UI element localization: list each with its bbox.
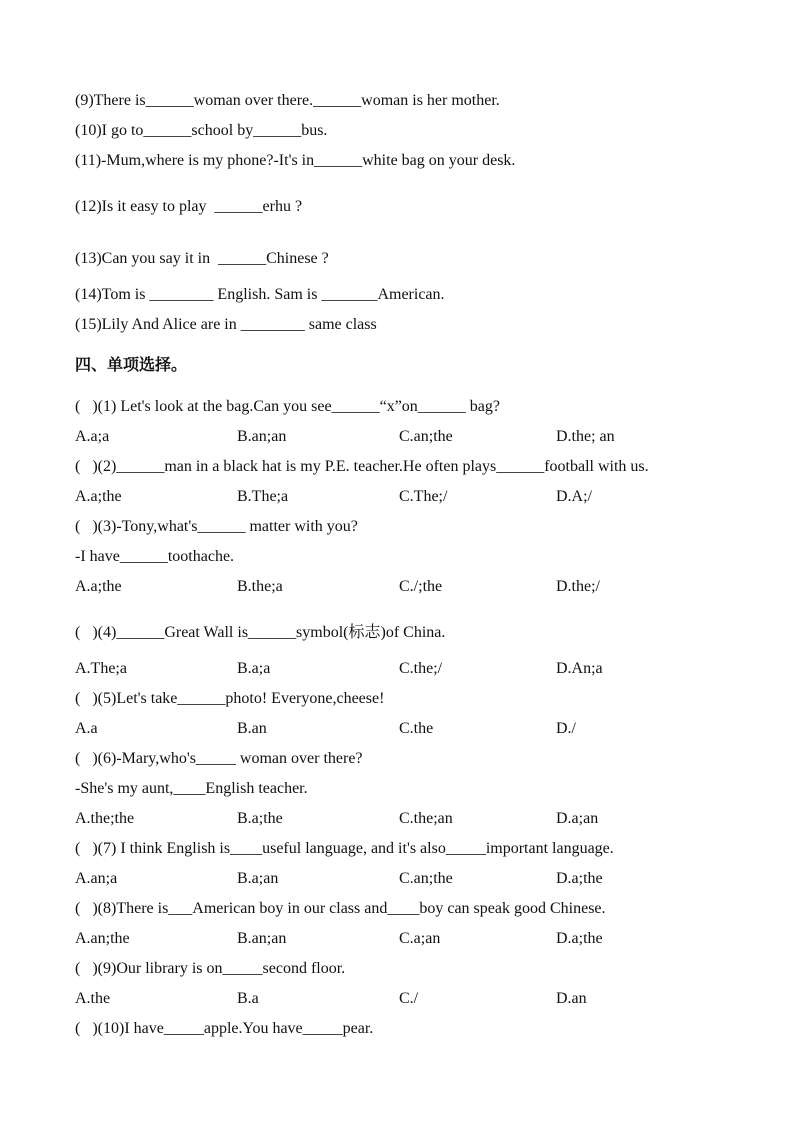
mc-options-8 [75,924,765,954]
mc-option-8-b: B.an;an [237,930,287,947]
fill-blank-item-11: (11)-Mum,where is my phone?-It's in______white bag on your desk. [75,152,516,169]
mc-option-3-a: A.a;the [75,578,122,595]
mc-option-6-d: D.a;an [556,810,599,827]
mc-option-7-d: D.a;the [556,870,603,887]
mc-options-5 [75,714,765,744]
mc-option-9-d: D.an [556,990,587,1007]
mc-option-8-c: C.a;an [399,930,441,947]
mc-question-9: ( )(9)Our library is on_____second floor. [75,960,346,977]
fill-blank-item-15: (15)Lily And Alice are in ________ same class [75,316,377,333]
mc-option-3-d: D.the;/ [556,578,600,595]
mc-option-4-b: B.a;a [237,660,271,677]
mc-question-8: ( )(8)There is___American boy in our class and____boy can speak good Chinese. [75,900,606,917]
mc-options-4 [75,654,765,684]
mc-options-9 [75,984,765,1014]
mc-options-6 [75,804,765,834]
mc-option-3-c: C./;the [399,578,443,595]
mc-option-6-c: C.the;an [399,810,453,827]
mc-option-2-c: C.The;/ [399,488,448,505]
mc-options-3 [75,572,765,602]
mc-option-5-b: B.an [237,720,267,737]
mc-option-7-c: C.an;the [399,870,453,887]
fill-blank-item-10: (10)I go to______school by______bus. [75,122,328,139]
mc-option-2-b: B.The;a [237,488,289,505]
fill-blank-item-12: (12)Is it easy to play ______erhu ? [75,198,303,215]
mc-question-1: ( )(1) Let's look at the bag.Can you see______“x”on______ bag? [75,398,500,415]
mc-option-8-d: D.a;the [556,930,603,947]
mc-option-4-c: C.the;/ [399,660,443,677]
fill-blank-item-13: (13)Can you say it in ______Chinese ? [75,250,329,267]
mc-option-1-a: A.a;a [75,428,110,445]
mc-option-2-d: D.A;/ [556,488,592,505]
mc-question-10: ( )(10)I have_____apple.You have_____pear. [75,1020,374,1037]
mc-option-1-b: B.an;an [237,428,287,445]
mc-option-1-c: C.an;the [399,428,453,445]
mc-question-4: ( )(4)______Great Wall is______symbol(标志)of China. [75,624,446,641]
mc-option-9-a: A.the [75,990,111,1007]
mc-option-1-d: D.the; an [556,428,615,445]
mc-option-6-b: B.a;the [237,810,283,827]
mc-option-5-d: D./ [556,720,576,737]
mc-option-8-a: A.an;the [75,930,130,947]
mc-options-7 [75,864,765,894]
mc-option-4-a: A.The;a [75,660,127,677]
mc-option-7-a: A.an;a [75,870,118,887]
fill-blank-item-9: (9)There is______woman over there.______woman is her mother. [75,92,500,109]
mc-question-3: ( )(3)-Tony,what's______ matter with you? [75,518,358,535]
mc-question-3-line2: -I have______toothache. [75,548,235,565]
mc-option-6-a: A.the;the [75,810,135,827]
mc-option-2-a: A.a;the [75,488,122,505]
mc-question-2: ( )(2)______man in a black hat is my P.E. teacher.He often plays______football with us. [75,458,649,475]
mc-option-7-b: B.a;an [237,870,279,887]
fill-blank-item-14: (14)Tom is ________ English. Sam is _______American. [75,286,445,303]
mc-option-4-d: D.An;a [556,660,603,677]
mc-question-7: ( )(7) I think English is____useful language, and it's also_____important language. [75,840,614,857]
mc-option-9-b: B.a [237,990,259,1007]
mc-option-3-b: B.the;a [237,578,283,595]
mc-option-9-c: C./ [399,990,419,1007]
mc-question-6-line2: -She's my aunt,____English teacher. [75,780,308,797]
mc-question-6: ( )(6)-Mary,who's_____ woman over there? [75,750,363,767]
mc-option-5-a: A.a [75,720,98,737]
mc-options-2 [75,482,765,512]
mc-options-1 [75,422,765,452]
mc-question-5: ( )(5)Let's take______photo! Everyone,cheese! [75,690,385,707]
mc-option-5-c: C.the [399,720,434,737]
section-header: 四、单项选择。 [75,357,188,374]
